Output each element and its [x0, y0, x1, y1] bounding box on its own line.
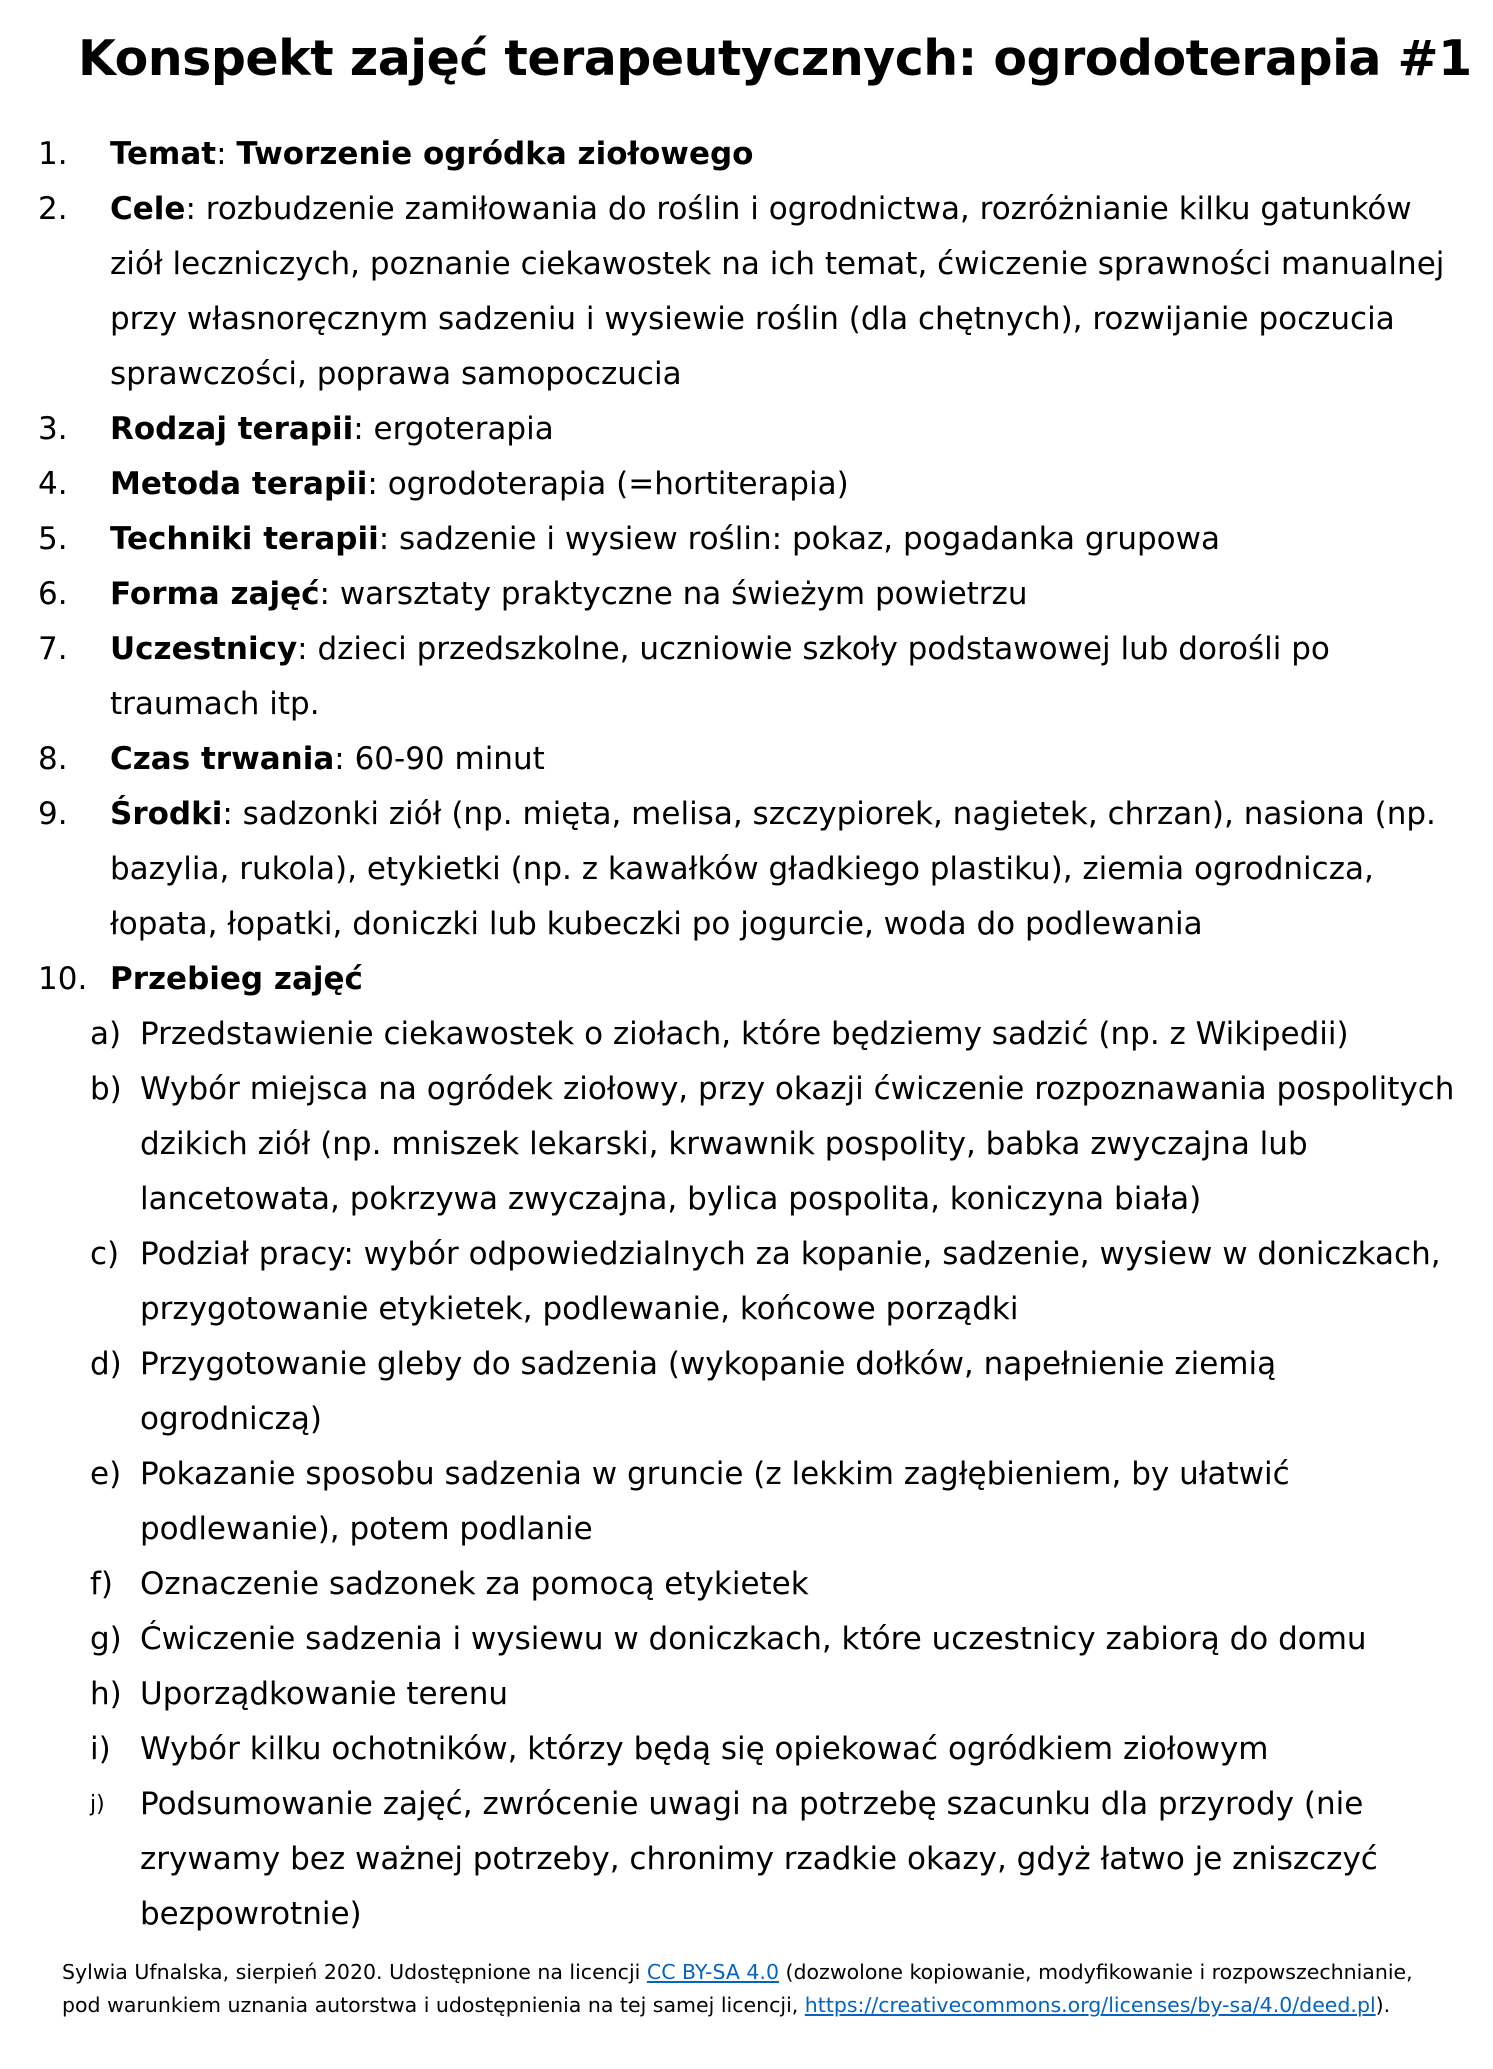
outline-item [0, 127, 1465, 182]
item-text: dzieci przedszkolne, uczniowie szkoły podstawowej lub dorośli po traumach itp. [110, 631, 1330, 722]
item-number: 3. [38, 411, 68, 447]
outline-item [0, 622, 1465, 732]
outline-item [0, 402, 1465, 457]
item-separator: : [319, 576, 340, 612]
item-label: Czas trwania [110, 741, 335, 777]
step-item [90, 1062, 1465, 1227]
step-text: Wybór kilku ochotników, którzy będą się opiekować ogródkiem ziołowym [140, 1731, 1269, 1767]
item-label: Środki [110, 796, 223, 832]
item-separator: : [222, 796, 243, 832]
step-item [90, 1612, 1465, 1667]
footer-text: Sylwia Ufnalska, sierpień 2020. Udostępnione na licencji [62, 1960, 647, 1984]
item-number: 7. [38, 631, 68, 667]
footer-text: (dozwolone kopiowanie, modyfikowanie i rozpowszechnianie, [778, 1960, 1413, 1984]
item-number: 2. [38, 191, 68, 227]
step-letter: c) [90, 1236, 120, 1272]
step-item [90, 1227, 1465, 1337]
step-letter: b) [90, 1071, 122, 1107]
license-link[interactable]: CC BY-SA 4.0 [646, 1960, 779, 1984]
step-item [90, 1557, 1465, 1612]
step-item [90, 1722, 1465, 1777]
item-number: 8. [38, 741, 68, 777]
step-letter: g) [90, 1621, 122, 1657]
step-item [90, 1447, 1465, 1557]
item-text: Tworzenie ogródka ziołowego [236, 136, 754, 172]
step-letter: j) [90, 1792, 105, 1817]
item-text: ergoterapia [373, 411, 554, 447]
item-number: 5. [38, 521, 68, 557]
step-text: Wybór miejsca na ogródek ziołowy, przy okazji ćwiczenie rozpoznawania pospolitych dzikich ziół (np. mniszek lekarski, krwawnik pospolity, babka zwyczajna lub lancetowata, pokrzywa zwyczajna, bylica pospolita, koniczyna biała) [140, 1071, 1455, 1217]
step-letter: a) [90, 1016, 122, 1052]
item-number: 6. [38, 576, 68, 612]
item-text: rozbudzenie zamiłowania do roślin i ogrodnictwa, rozróżnianie kilku gatunków ziół leczniczych, poznanie ciekawostek na ich temat, ćwiczenie sprawności manualnej przy własnoręcznym sadzeniu i wysiewie roślin (dla chętnych), rozwijanie poczucia sprawczości, poprawa samopoczucia [110, 191, 1445, 392]
steps-list [90, 1007, 1465, 1942]
item-label: Cele [110, 191, 186, 227]
item-text: sadzonki ziół (np. mięta, melisa, szczypiorek, nagietek, chrzan), nasiona (np. bazylia, rukola), etykietki (np. z kawałków gładkiego plastiku), ziemia ogrodnicza, łopata, łopatki, doniczki lub kubeczki po jogurcie, woda do podlewania [110, 796, 1436, 942]
step-text: Przedstawienie ciekawostek o ziołach, które będziemy sadzić (np. z Wikipedii) [140, 1016, 1349, 1052]
item-text: ogrodoterapia (=hortiterapia) [387, 466, 849, 502]
item-separator: : [297, 631, 318, 667]
step-text: Ćwiczenie sadzenia i wysiewu w doniczkach, które uczestnicy zabiorą do domu [140, 1621, 1367, 1657]
footer-line-1 [62, 1956, 1452, 1989]
item-separator: : [216, 136, 237, 172]
step-item [90, 1337, 1465, 1447]
item-label: Przebieg zajęć [110, 961, 363, 997]
step-text: Podział pracy: wybór odpowiedzialnych za kopanie, sadzenie, wysiew w doniczkach, przygotowanie etykietek, podlewanie, końcowe porządki [140, 1236, 1441, 1327]
step-text: Pokazanie sposobu sadzenia w gruncie (z lekkim zagłębieniem, by ułatwić podlewanie), potem podlanie [140, 1456, 1290, 1547]
step-letter: h) [90, 1676, 122, 1712]
license-url-link[interactable]: https://creativecommons.org/licenses/by-sa/4.0/deed.pl [804, 1993, 1376, 2017]
item-separator: : [185, 191, 206, 227]
step-text: Podsumowanie zajęć, zwrócenie uwagi na potrzebę szacunku dla przyrody (nie zrywamy bez ważnej potrzeby, chronimy rzadkie okazy, gdyż łatwo je zniszczyć bezpowrotnie) [140, 1786, 1378, 1932]
outline-item [0, 182, 1465, 402]
step-item [90, 1667, 1465, 1722]
item-label: Rodzaj terapii [110, 411, 354, 447]
step-item [90, 1007, 1465, 1062]
footer-text: ). [1375, 1993, 1391, 2017]
item-text: sadzenie i wysiew roślin: pokaz, pogadanka grupowa [399, 521, 1220, 557]
item-label: Forma zajęć [110, 576, 320, 612]
item-label: Uczestnicy [110, 631, 298, 667]
outline-item [0, 732, 1465, 787]
item-number: 1. [38, 136, 68, 172]
item-label: Temat [110, 136, 217, 172]
outline-item [0, 457, 1465, 512]
outline-item [0, 787, 1465, 952]
page-title: Konspekt zajęć terapeutycznych: ogrodoterapia #1 [78, 30, 1472, 87]
item-number: 9. [38, 796, 68, 832]
footer-line-2 [62, 1989, 1452, 2022]
item-number: 4. [38, 466, 68, 502]
footer-text: pod warunkiem uznania autorstwa i udostępnienia na tej samej licencji, [62, 1993, 805, 2017]
item-separator: : [353, 411, 374, 447]
item-separator: : [334, 741, 355, 777]
item-separator: : [378, 521, 400, 557]
step-item [90, 1777, 1465, 1942]
step-text: Oznaczenie sadzonek za pomocą etykietek [140, 1566, 809, 1602]
outline-item [0, 952, 1465, 1942]
outline-item [0, 512, 1465, 567]
item-number: 10. [38, 961, 88, 997]
outline-item [0, 567, 1465, 622]
license-footer [62, 1956, 1452, 2022]
item-label: Techniki terapii [110, 521, 379, 557]
item-text: warsztaty praktyczne na świeżym powietrzu [339, 576, 1028, 612]
step-letter: i) [90, 1731, 111, 1767]
step-text: Przygotowanie gleby do sadzenia (wykopanie dołków, napełnienie ziemią ogrodniczą) [140, 1346, 1277, 1437]
step-letter: d) [90, 1346, 122, 1382]
step-text: Uporządkowanie terenu [140, 1676, 509, 1712]
step-letter: e) [90, 1456, 122, 1492]
item-text: 60-90 minut [354, 741, 545, 777]
outline-list [0, 127, 1493, 1942]
step-letter: f) [90, 1566, 114, 1602]
item-separator: : [367, 466, 388, 502]
item-label: Metoda terapii [110, 466, 368, 502]
